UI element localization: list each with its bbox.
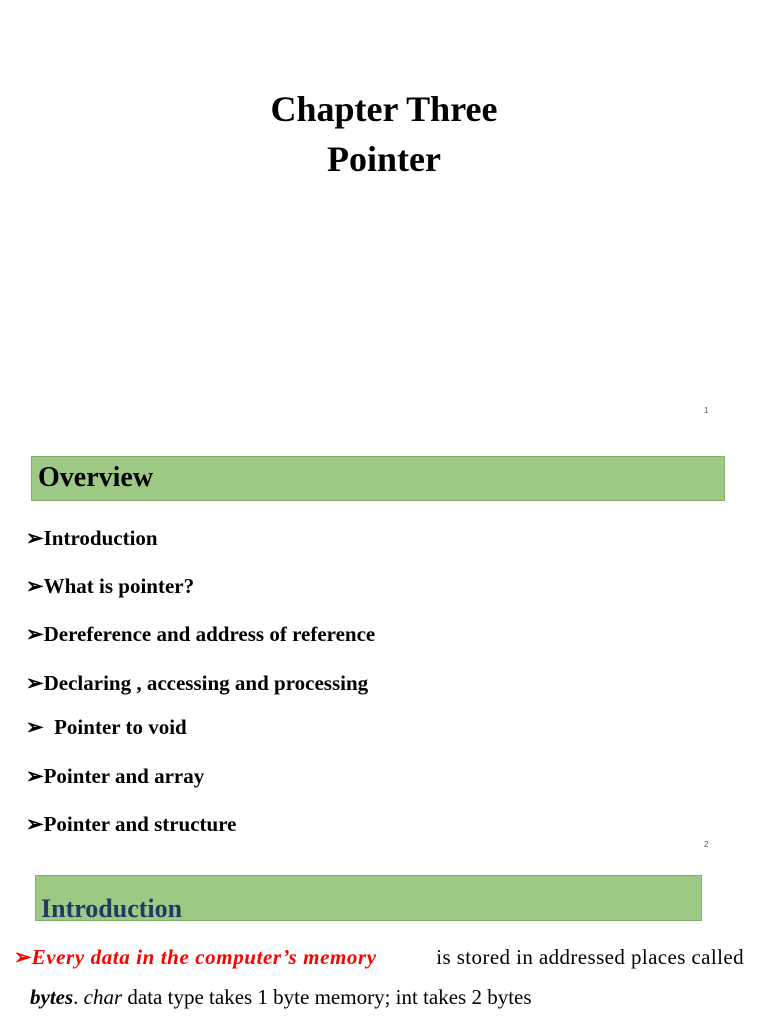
- overview-item: [26, 573, 194, 599]
- bullet-arrow-icon: ➢: [26, 812, 44, 836]
- bullet-arrow-icon: ➢: [26, 574, 44, 598]
- overview-item-label: Dereference and address of reference: [43, 622, 376, 646]
- intro-paragraph-line2: [30, 984, 532, 1010]
- bytes-term: bytes: [30, 985, 74, 1009]
- introduction-slide: [0, 862, 768, 1024]
- bullet-arrow-icon: ➢: [26, 715, 44, 739]
- separator: .: [73, 985, 79, 1009]
- overview-item: [26, 670, 368, 696]
- overview-heading: Overview: [38, 462, 154, 493]
- overview-item: [26, 621, 375, 647]
- bullet-arrow-icon: ➢: [26, 671, 44, 695]
- page-number: 2: [704, 840, 709, 849]
- overview-slide: [0, 430, 768, 862]
- overview-item: [26, 811, 237, 837]
- bullet-arrow-icon: ➢: [26, 764, 44, 788]
- emphasis-text: Every data in the computer’s memory: [31, 945, 377, 969]
- topic-title: Pointer: [327, 139, 441, 179]
- overview-item: [26, 763, 204, 789]
- bullet-arrow-icon: ➢: [26, 526, 44, 550]
- bullet-arrow-icon: ➢: [14, 945, 32, 969]
- overview-item-label: Pointer and array: [43, 764, 205, 788]
- char-term: char: [83, 985, 123, 1009]
- overview-item-label: Introduction: [43, 526, 158, 550]
- bullet-arrow-icon: ➢: [26, 622, 44, 646]
- introduction-heading: Introduction: [41, 894, 183, 923]
- intro-paragraph-line1: [14, 944, 744, 970]
- overview-item: [26, 714, 187, 740]
- overview-item-label: Pointer and structure: [43, 812, 237, 836]
- overview-item-label: Pointer to void: [43, 715, 187, 739]
- overview-item-label: What is pointer?: [43, 574, 195, 598]
- page-number: 1: [704, 406, 709, 415]
- line2-rest: data type takes 1 byte memory; int takes 2 bytes: [127, 985, 532, 1009]
- line1-rest: is stored in addressed places called: [436, 945, 744, 969]
- overview-item: [26, 525, 158, 551]
- chapter-title: Chapter Three: [270, 89, 498, 129]
- overview-item-label: Declaring , accessing and processing: [43, 671, 369, 695]
- title-slide: [0, 0, 768, 430]
